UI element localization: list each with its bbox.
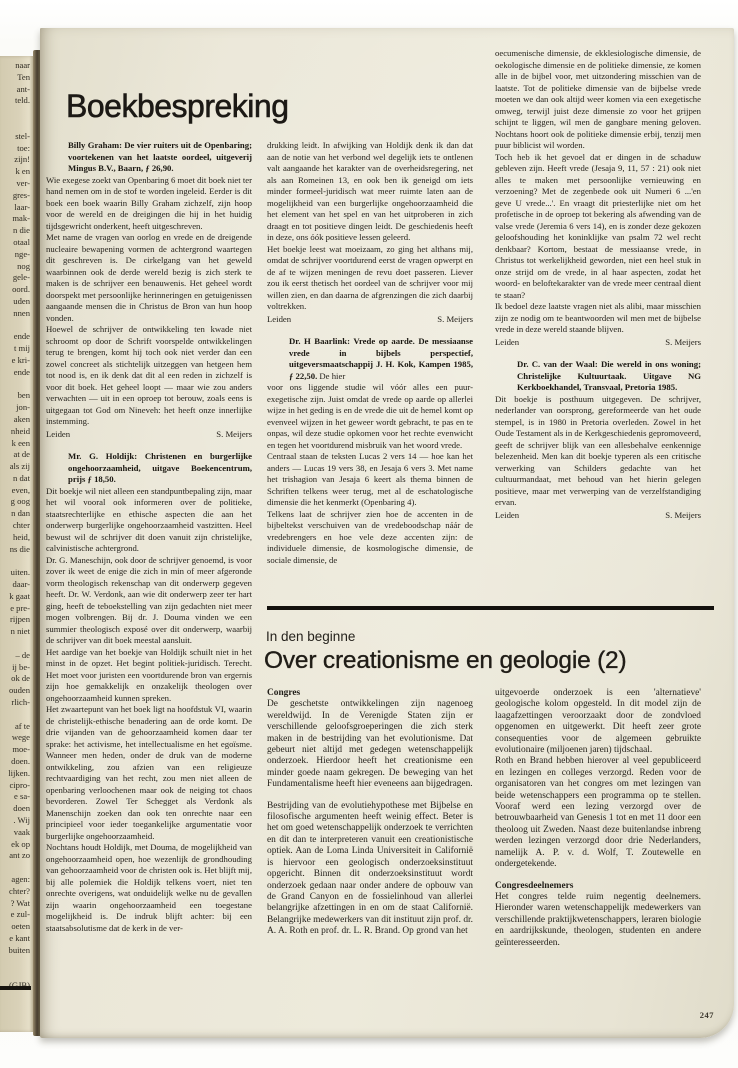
adjacent-page-fragment: lijken.	[8, 767, 30, 778]
adjacent-page-fragment: ? Wat	[10, 897, 30, 908]
adjacent-page-fragment: k gaat	[9, 590, 30, 601]
body-paragraph: Hoewel de schrijver de ontwikkeling ten kwade niet schroomt op door de Schrift voorspelde ontwikkelingen terug te brengen, komt hij toch ook niet verder dan een zowel concreet als stichtelijk uitzeggen van hetgeen hem tot nood is, en ik denk dat dit al een reden in zichzelf is voor dit boek. Het geheel loopt — maar wie zou anders verwachten — uit in een oproep tot berouw, zoals eens is uitgegaan tot God om Nineveh: het heeft onze innerlijke instemming.	[46, 324, 252, 426]
adjacent-page-edge	[0, 56, 34, 1032]
adjacent-page-fragment: moe-	[12, 744, 30, 755]
adjacent-page-fragment: t mij	[14, 343, 30, 354]
adjacent-page-fragment: af te	[14, 720, 30, 731]
adjacent-page-fragment: even,	[11, 484, 30, 495]
adjacent-page-fragment: – de	[15, 649, 30, 660]
adjacent-page-fragment: nheid	[10, 425, 30, 436]
body-paragraph: voor ons liggende studie wil vóór alles een puur-exegetische zijn. Juist omdat de vrede op aarde op allerlei wijze in het geding is en de vrede die uit de hemel komt op evenveel wijzen in het geweer wordt gebracht, te pas en te onpas, wil deze studie opkomen voor het rechte evenwicht en tegen het voortdurend misbruik van het woord vrede.	[267, 382, 473, 450]
adjacent-page-fragment: oord.	[12, 284, 30, 295]
article-title: Over creationisme en geologie (2)	[264, 647, 627, 674]
body-paragraph: Met name de vragen van oorlog en vrede en de dreigende nucleaire bewapening vormen de achtergrond waartegen dit geschreven is. De cirkelgang van het geweld waarbinnen ook de derde wereld bezig is zich sterk te maken is de schrijver een benauwenis. Het geheel wordt doorspekt met persoonlijke herinneringen en getuigenissen aangaande mensen die in Christus de Bron van hun hoop vonden.	[46, 232, 252, 323]
adjacent-page-fragment: als zij	[9, 461, 30, 472]
body-paragraph: drukking leidt. In afwijking van Holdijk denk ik dan dat aan de notie van het verbond wel degelijk iets te ontlenen valt aangaande het karakter van de overheidsregering, net als aan Romeinen 13, en ook ben ik geneigd om iets minder formeel-juridisch wat meer ruimte laten aan de mogelijkheid van een burgerlijke ongehoorzaamheid die het element van het spel en van het uitproberen in zich draagt en tot positieve dingen leidt. De geschiedenis heeft in deze, ons óók positieve lessen geleerd.	[267, 140, 473, 242]
adjacent-page-fragment	[0, 119, 30, 131]
paragraph-gap	[495, 348, 701, 359]
magazine-page	[40, 28, 734, 1038]
body-paragraph: Ik bedoel deze laatste vragen niet als alibi, maar misschien zijn ze nodig om te beantwoorden wil men met de bijbelse vrede in deze wereld staande blijven.	[495, 301, 701, 334]
adjacent-page-fragment: stel-	[15, 130, 30, 141]
adjacent-page-fragment	[0, 379, 30, 391]
article-kicker: In den beginne	[266, 629, 356, 644]
adjacent-page-fragment: ij be-	[12, 661, 30, 672]
adjacent-page-fragment: ek op	[11, 838, 30, 849]
signature-line: Leiden S. Meijers	[267, 313, 473, 324]
section-title: Boekbespreking	[66, 88, 289, 124]
adjacent-page-fragment: oeten	[11, 921, 30, 932]
adjacent-page-fragment: . Wij	[13, 815, 30, 825]
adjacent-page-fragment: ns die	[9, 543, 30, 554]
adjacent-page-fragment: ant zo	[9, 850, 30, 861]
adjacent-page-fragment: n dan	[11, 508, 30, 519]
adjacent-page-fragment: e kri-	[11, 354, 30, 365]
adjacent-page-fragment	[0, 107, 30, 119]
adjacent-page-fragment: daar-	[12, 579, 30, 590]
adjacent-page-fragment: mak-	[12, 213, 30, 224]
body-paragraph: Het zwaartepunt van het boek ligt na hoofdstuk VI, waarin de christelijk-ethische benadering aan de orde komt. De drie vijanden van de gehoorzaamheid komen daar ter sprake: het activisme, het intellectualisme en het egoïsme. Wanneer men heden, onder de druk van de moderne ontwikkeling, zou afzien van een religieuze rechtvaardiging van het recht, zou men niet alleen de openbaring verloochenen maar ook de neiging tot chaos bevorderen. Zowel Ter Schegget als Verdonk als Manenschijn zoeken dan ook ten onrechte naar een principieel voor ieder toegankelijke argumentatie voor burgerlijke ongehoorzaamheid.	[46, 704, 252, 841]
body-paragraph: Centraal staan de teksten Lucas 2 vers 14 — hoe kan het anders — Lucas 19 vers 38, en Jesaja 6 vers 3. Met name het trishagion van Jesaja 6 keert als thema binnen de Schriften telkens weer terug, met al de eschatologische dimensie die het kenmerkt (Openbaring 4).	[267, 451, 473, 507]
adjacent-page-fragment	[0, 957, 30, 969]
adjacent-page-fragment: ouden	[8, 685, 30, 696]
adjacent-page-fragment: gele-	[12, 272, 30, 283]
adjacent-page-fragment: rlich-	[11, 697, 30, 708]
paragraph-gap	[46, 440, 252, 451]
body-paragraph: Dr. G. Maneschijn, ook door de schrijver genoemd, is voor zover ik weet de enige die zich in min of meer afgeronde vorm theologisch rekenschap van dit onderwerp gegeven heeft. Dr. W. Verdonk, aan wie dit onderwerp zeer ter hart ging, heeft de teboekstelling van zijn gedachten niet meer mogen volbrengen. Bij dr. J. Douma vinden we een summier theologisch exposé over dit onderwerp, waarbij de schrijver van dit boek meestal aansluit.	[46, 554, 252, 645]
adjacent-page-fragment: ende	[13, 366, 30, 377]
adjacent-page-fragment: e sa-	[14, 791, 30, 802]
adjacent-page-fragment: uden	[13, 295, 30, 306]
article-column-2	[495, 688, 701, 1042]
adjacent-page-fragment: teld.	[14, 95, 30, 106]
adjacent-page-fragment: nog	[17, 260, 30, 271]
adjacent-page-fragment: agen:	[11, 873, 30, 884]
body-paragraph: Het congres telde ruim negentig deelnemers. Hieronder waren wetenschappelijk medewerkers van verschillende praktijkwetenschappers, leraren biologie en aardrijkskunde, theologen, studenten en andere geïnteresseerden.	[495, 891, 701, 948]
review-heading: Mr. G. Holdijk: Christenen en burgerlijke ongehoorzaamheid, uitgave Boekencentrum, prijs ƒ 18,50.	[68, 451, 252, 484]
adjacent-page-fragment: ver-	[16, 177, 30, 188]
adjacent-page-fragment: at de	[13, 449, 30, 460]
adjacent-page-fragment: nnen	[13, 307, 30, 318]
adjacent-page-fragment: nge-	[14, 248, 30, 259]
adjacent-page-fragment: rijpen	[9, 614, 30, 625]
adjacent-page-fragment: jon-	[16, 402, 30, 413]
adjacent-page-bottom-rule	[0, 986, 31, 990]
adjacent-page-fragment: k een	[11, 437, 30, 448]
review-column-2	[267, 140, 473, 603]
article-subhead: Congres	[267, 688, 301, 698]
body-paragraph: Nochtans houdt Holdijk, met Douma, de mogelijkheid van ongehoorzaamheid open, hoe wezenlijk de grondhouding van gehoorzaamheid voor de christen ook is. Het blijft mij, bij alle polemiek die Holdijk telkens voert, niet ten onrechte overigens, wat onduidelijk welke nu de gevallen zijn waarin ongehoorzaamheid een toegestane mogelijkheid is. De indruk blijft achter: bij een staatsabsolutisme dat de kerk in de ver-	[46, 842, 252, 933]
adjacent-page-text-fragments	[0, 60, 30, 992]
adjacent-page-fragment: chter?	[9, 885, 30, 896]
adjacent-page-fragment: n niet	[10, 626, 30, 637]
adjacent-page-fragment: vaak	[13, 826, 30, 837]
adjacent-page-fragment: laar-	[14, 201, 30, 212]
adjacent-page-fragment: ben	[17, 390, 30, 401]
review-column-1	[46, 140, 252, 1014]
adjacent-page-fragment	[0, 862, 30, 874]
adjacent-page-fragment	[0, 638, 30, 650]
adjacent-page-fragment: otaal	[13, 236, 30, 247]
adjacent-page-fragment: ok de	[11, 673, 30, 684]
page-number: 247	[699, 1010, 714, 1020]
adjacent-page-fragment: e kant	[9, 932, 30, 943]
review-column-3	[495, 48, 701, 606]
body-paragraph: Dit boekje is posthuum uitgegeven. De schrijver, nederlander van oorsprong, gereformeerde van het oude stempel, is in 1980 in Pretoria overleden. Zowel in het Oude Testament als in de Kerkgeschiedenis gepromoveerd, geeft de schrijver blijk van een allesbehalve eenkennige belezenheid. Men kan dit boekje typeren als een critische verwerking van Schilders gedachte van het cultuurmandaat, met behoud van het hierin gelegen positieve, maar met verwerping van de verzelfstandiging ervan.	[495, 393, 701, 507]
review-heading: Billy Graham: De vier ruiters uit de Openbaring; voortekenen van het laatste oordeel, uitgeverij Mingus B.V., Baarn, ƒ 26,90.	[68, 140, 252, 173]
adjacent-page-fragment: aken	[13, 413, 30, 424]
adjacent-page-fragment: g oog	[10, 496, 30, 507]
adjacent-page-fragment: uiten.	[10, 567, 30, 578]
adjacent-page-fragment: gres-	[12, 189, 30, 200]
signature-line: Leiden S. Meijers	[46, 428, 252, 439]
body-paragraph: Het aardige van het boekje van Holdijk schuilt niet in het minst in de opzet. Het begint politiek-juridisch. Terecht. Het moet voor juristen een voortdurende bron van ergernis zijn hoe gemakkelijk en onzakelijk theologen over ongehoorzaamheid kunnen spreken.	[46, 646, 252, 703]
paragraph-gap	[495, 871, 701, 881]
adjacent-page-fragment: buiten	[8, 944, 30, 955]
adjacent-page-fragment: k en	[15, 166, 30, 177]
review-heading: Dr. C. van der Waal: Die wereld in ons woning; Christelijke Kultuurtaak. Uitgave NG Kerkboekhandel, Transvaal, Pretoria 1985.	[517, 359, 701, 392]
adjacent-page-fragment: toe:	[17, 142, 30, 153]
adjacent-page-fragment: cipro-	[9, 779, 30, 790]
body-paragraph: Toch heb ik het gevoel dat er dingen in de schaduw gebleven zijn. Heeft vrede (Jesaja 9, 11, 57 : 21) ook niet alles te maken met persoonlijke vernieuwing en verzoening? Met de zegenbede ook uit Numeri 6 ...'en geve U vrede...'. En vraagt dit priesterlijke niet om het profetische in de oproep tot bekering als afwending van de valse vrede (Jeremia 6 vers 14), en is zonder deze gekozen geloofshouding het koninklijke van psalm 72 wel recht denkbaar? Kortom, bestaat de messiaanse vrede, in Christus tot werkelijkheid geworden, niet een heel stuk in onze strijd om de vrede, in al haar aspecten, zodat het woord- en beloftekarakter van de vrede meer centraal dient te staan?	[495, 151, 701, 300]
adjacent-page-fragment: ende	[13, 331, 30, 342]
adjacent-page-fragment: zijn!	[14, 154, 30, 165]
adjacent-page-fragment: ant-	[16, 83, 30, 94]
body-paragraph: oecumenische dimensie, de ekklesiologische dimensie, de oekologische dimensie en de politieke dimensie, ze komen alle in de bijbel voor, met uitzondering misschien van de laatste. Tot de politieke dimensie van de bijbelse vrede moeten we dan ook altijd weer komen via een exegetische omweg, terwijl juist deze dimensie zo voor het grijpen schijnt te liggen, wil men de gangbare mening geloven. Nochtans hoort ook de politieke dimensie erbij, tenzij men puur biblicist wil worden.	[495, 48, 701, 150]
article-column-1	[267, 688, 473, 1042]
paragraph-gap	[267, 791, 473, 801]
body-paragraph: Wie exegese zoekt van Openbaring 6 moet dit boek niet ter hand nemen om in de stof te worden ingeleid. Eerder is dit boek een boek waarin Billy Graham zichzelf, zijn hoop voor de wereld en de dreigingen die hij in het huidig tijdsgewricht onderkent, heeft uitgeschreven.	[46, 174, 252, 231]
paragraph-gap	[267, 325, 473, 336]
adjacent-page-fragment: naar	[15, 60, 30, 70]
adjacent-page-fragment	[0, 709, 30, 721]
body-paragraph: Dit boekje wil niet alleen een standpuntbepaling zijn, maar het wil vooral ook informeren over de politieke, staatsrechterlijke en ethische aspecten die aan het onderwerp burgerlijke ongehoorzaamheid vastzitten. Heel bewust wil de schrijver dit doen vanuit zijn christelijke, calvinistische achtergrond.	[46, 485, 252, 553]
adjacent-page-fragment: e pre-	[10, 602, 30, 613]
adjacent-page-fragment: n dat	[13, 472, 30, 483]
adjacent-page-fragment: e zul-	[10, 909, 30, 920]
adjacent-page-fragment	[0, 968, 30, 980]
adjacent-page-fragment: heid,	[13, 531, 30, 542]
adjacent-page-fragment: Ten	[17, 71, 30, 82]
body-paragraph: De geschetste ontwikkelingen zijn nagenoeg wereldwijd. In de Verenigde Staten zijn er verschillende geloofsgroeperingen die zich sterk maken in de bestrijding van het evolutionisme. Dat gebeurt niet altijd met gedegen wetenschappelijk onderzoek. Hierdoor heeft het creationisme een minder goede naam gekregen. De beweging van het Fundamentalisme heeft hier eveneens aan bijgedragen.	[267, 699, 473, 790]
adjacent-page-fragment: doen	[13, 803, 30, 814]
body-paragraph: Roth en Brand hebben hierover al veel gepubliceerd en lezingen en colleges verzorgd. Reden voor de organisatoren van het congres om met lezingen van beide wetenschappers een programma op te stellen. Vooraf werd een lezing verzorgd over de betrouwbaarheid van Genesis 1 tot en met 11 door een theoloog uit Zweden. Naast deze buitenlandse inbreng werden lezingen verzorgd door drie Nederlanders, namelijk A. P. v. d. Wolf, T. Zoutewelle en ondergetekende.	[495, 756, 701, 870]
signature-line: Leiden S. Meijers	[495, 509, 701, 520]
signature-line: Leiden S. Meijers	[495, 336, 701, 347]
adjacent-page-fragment: doen.	[11, 756, 30, 767]
adjacent-page-fragment	[0, 320, 30, 332]
adjacent-page-fragment: n die	[13, 225, 30, 236]
review-heading: Dr. H Baarlink: Vrede op aarde. De messiaanse vrede in bijbels perspectief, uitgeversmaatschappij J. H. Kok, Kampen 1985, ƒ 22,50. De hier	[289, 336, 473, 381]
body-paragraph: Het boekje leest wat moeizaam, zo ging het althans mij, omdat de schrijver voortdurend eerst de vragen opwerpt en de af te wijzen meningen de revu doet passeren. Liever zou ik eerst thetisch het oordeel van de schrijver voor mij willen zien, en dan daarna de afgrenzingen die zich daarbij voltrekken.	[267, 243, 473, 311]
adjacent-page-fragment	[0, 555, 30, 567]
article-subhead: Congresdeelnemers	[495, 880, 574, 891]
body-paragraph: uitgevoerde onderzoek is een 'alternatieve' geologische kolom opgesteld. In dit model zijn de laagafzettingen veroorzaakt door de zondvloed opgenomen en uitgewerkt. Dit heeft zeer grote consequenties voor de algemeen gebruikte evolutionaire (miljoenen jaren) tijdschaal.	[495, 688, 701, 756]
adjacent-page-fragment: wege	[11, 732, 30, 743]
adjacent-page-fragment: chter	[12, 520, 30, 531]
body-paragraph: Telkens laat de schrijver zien hoe de accenten in de bijbeltekst verschuiven van de vredeboodschap náár de vredebrengers en hoe vele deze accenten zijn: de individuele dimensie, de kosmologische dimensie, de sociale dimensie, de	[267, 508, 473, 565]
body-paragraph: Bestrijding van de evolutiehypothese met Bijbelse en filosofische argumenten heeft weinig effect. Beter is het om goed wetenschappelijk onderzoek te verrichten en dit dan te interpreteren vanuit een creationistische optiek. Aan de Loma Linda Universiteit in Californië is hiervoor een geologisch onderzoeksinstituut opgericht. Binnen dit onderzoeksinstituut wordt onderzoek gedaan naar onder andere de opbouw van de Grand Canyon en de fossielinhoud van allerlei belangrijke afzettingen in en om de staat Californië. Belangrijke medewerkers van dit instituut zijn prof. dr. A. A. Roth en prof. dr. L. R. Brand. Op grond van het	[267, 800, 473, 937]
article-divider-rule	[267, 606, 714, 610]
